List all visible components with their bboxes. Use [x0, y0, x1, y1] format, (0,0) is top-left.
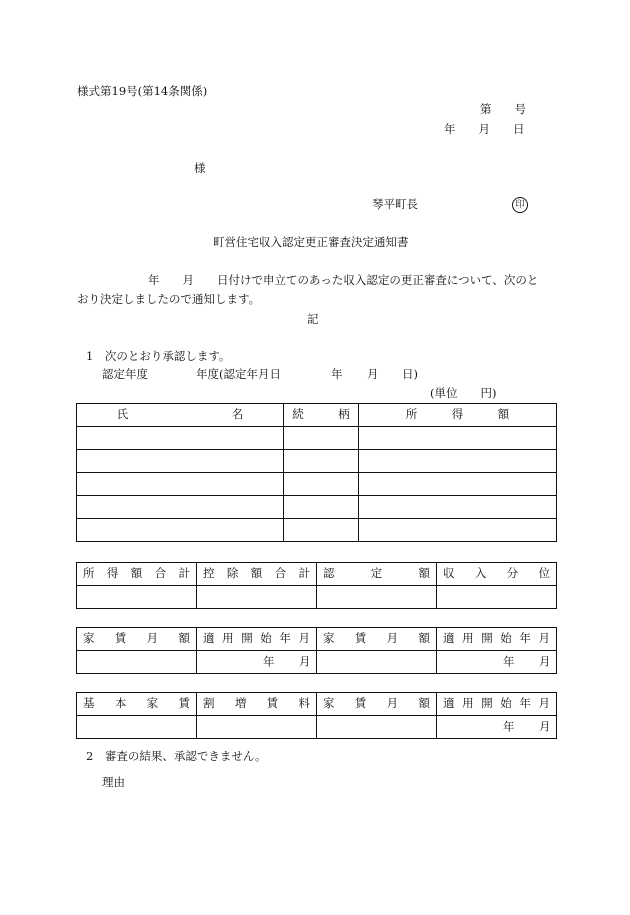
header-char: 位	[538, 566, 550, 581]
header-char: 得	[106, 566, 119, 581]
fiscal-year-suffix: 年度(認定年月日	[196, 367, 281, 381]
income-cell[interactable]	[359, 496, 557, 519]
start-month-cell[interactable]	[197, 651, 317, 674]
document-title: 町営住宅収入認定更正審査決定通知書	[213, 235, 409, 249]
monthly-rent-cell[interactable]	[317, 651, 437, 674]
ki-label: 記	[307, 312, 319, 326]
header-char: 年	[279, 631, 291, 646]
name-cell[interactable]	[77, 473, 284, 496]
header-monthly-rent	[317, 633, 436, 645]
header-cell	[437, 628, 557, 651]
header-char: 適	[203, 631, 215, 646]
base-rent-table	[76, 692, 557, 739]
name-cell[interactable]	[77, 427, 284, 450]
table-row	[77, 427, 557, 450]
rent-table	[76, 627, 557, 674]
header-char: 始	[500, 696, 512, 711]
header-char: 賃	[114, 631, 127, 646]
header-char: 月	[146, 631, 159, 646]
header-char: 所	[83, 566, 95, 581]
approval-date-month: 月	[367, 367, 379, 381]
table-header-row	[77, 693, 557, 716]
header-char: 開	[241, 631, 253, 646]
header-char: 月	[538, 631, 550, 646]
header-char: 額	[130, 566, 143, 581]
header-char: 割	[203, 696, 215, 711]
header-char: 計	[178, 566, 190, 581]
surcharge-cell[interactable]	[197, 716, 317, 739]
header-certified-amount	[317, 568, 436, 580]
issue-date: 年 月 日	[444, 122, 525, 136]
fiscal-year-label: 認定年度	[102, 367, 148, 381]
reason-label: 理由	[102, 775, 125, 789]
relation-cell[interactable]	[284, 519, 359, 542]
header-monthly-rent	[317, 698, 436, 710]
income-cell[interactable]	[359, 427, 557, 450]
header-start-month	[437, 633, 556, 645]
income-cell[interactable]	[359, 450, 557, 473]
start-month-cell[interactable]	[437, 716, 557, 739]
name-cell[interactable]	[77, 496, 284, 519]
approval-date-day: 日)	[402, 367, 418, 381]
header-char: 賃	[354, 696, 367, 711]
relation-cell[interactable]	[284, 427, 359, 450]
header-base-rent	[77, 698, 196, 710]
table-row	[77, 496, 557, 519]
monthly-rent-cell[interactable]	[317, 716, 437, 739]
header-char: 月	[298, 631, 310, 646]
table-header-row	[77, 563, 557, 586]
header-name: 氏 名	[77, 404, 284, 427]
header-char: 家	[83, 631, 95, 646]
total-deduction-cell[interactable]	[197, 586, 317, 609]
table-row	[77, 473, 557, 496]
header-char: 本	[114, 696, 127, 711]
header-cell	[317, 563, 437, 586]
table-row	[77, 651, 557, 674]
header-income: 所 得 額	[359, 404, 557, 427]
header-monthly-rent	[77, 633, 196, 645]
header-char: 合	[154, 566, 167, 581]
header-char: 家	[323, 696, 335, 711]
body-line-2: おり決定しましたので通知します。	[77, 292, 261, 306]
header-char: 始	[260, 631, 272, 646]
header-cell	[317, 693, 437, 716]
header-cell	[437, 693, 557, 716]
header-surcharge	[197, 698, 316, 710]
relation-cell[interactable]	[284, 450, 359, 473]
document-number: 第 号	[480, 102, 526, 116]
header-char: 適	[443, 696, 455, 711]
relation-cell[interactable]	[284, 473, 359, 496]
header-relation: 続 柄	[284, 404, 359, 427]
header-char: 始	[500, 631, 512, 646]
header-char: 額	[418, 696, 430, 711]
income-table	[76, 403, 557, 542]
header-char: 認	[323, 566, 335, 581]
header-start-month	[197, 633, 316, 645]
header-char: 入	[474, 566, 487, 581]
header-cell	[437, 563, 557, 586]
header-cell	[77, 693, 197, 716]
table-row	[77, 716, 557, 739]
income-cell[interactable]	[359, 473, 557, 496]
table-header-row	[77, 404, 557, 427]
header-cell	[197, 693, 317, 716]
header-char: 額	[178, 631, 190, 646]
certified-amount-cell[interactable]	[317, 586, 437, 609]
month-label: 月	[299, 654, 311, 669]
total-income-cell[interactable]	[77, 586, 197, 609]
name-cell[interactable]	[77, 519, 284, 542]
header-char: 用	[462, 696, 474, 711]
header-cell	[197, 563, 317, 586]
header-char: 年	[519, 696, 531, 711]
table-row	[77, 450, 557, 473]
header-cell	[317, 628, 437, 651]
section1-heading: 1 次のとおり承認します。	[86, 349, 231, 363]
header-char: 合	[274, 566, 287, 581]
header-char: 月	[386, 631, 399, 646]
header-char: 家	[146, 696, 159, 711]
header-char: 控	[203, 566, 215, 581]
header-char: 増	[234, 696, 247, 711]
year-label: 年	[503, 719, 515, 734]
header-cell	[77, 563, 197, 586]
header-char: 収	[443, 566, 455, 581]
month-label: 月	[539, 654, 551, 669]
table-row	[77, 519, 557, 542]
start-month-cell[interactable]	[437, 651, 557, 674]
year-label: 年	[503, 654, 515, 669]
base-rent-cell[interactable]	[77, 716, 197, 739]
month-label: 月	[539, 719, 551, 734]
name-cell[interactable]	[77, 450, 284, 473]
year-label: 年	[263, 654, 275, 669]
header-char: 賃	[178, 696, 190, 711]
header-char: 料	[298, 696, 310, 711]
section2-heading: 2 審査の結果、承認できません。	[86, 749, 267, 763]
table-header-row	[77, 628, 557, 651]
header-char: 額	[250, 566, 263, 581]
header-total-deduction	[197, 568, 316, 580]
header-char: 開	[481, 696, 493, 711]
seal-mark: 印	[512, 197, 528, 213]
income-cell[interactable]	[359, 519, 557, 542]
header-char: 額	[418, 631, 430, 646]
header-char: 用	[462, 631, 474, 646]
form-number: 様式第19号(第14条関係)	[77, 84, 208, 98]
header-char: 開	[481, 631, 493, 646]
table-row	[77, 586, 557, 609]
income-bracket-cell[interactable]	[437, 586, 557, 609]
monthly-rent-cell[interactable]	[77, 651, 197, 674]
header-char: 計	[298, 566, 310, 581]
header-char: 賃	[266, 696, 279, 711]
unit-label: (単位 円)	[430, 386, 497, 400]
header-char: 分	[506, 566, 519, 581]
header-char: 除	[226, 566, 239, 581]
header-start-month	[437, 698, 556, 710]
income-total-table	[76, 562, 557, 609]
header-char: 月	[386, 696, 399, 711]
header-char: 賃	[354, 631, 367, 646]
header-char: 家	[323, 631, 335, 646]
header-char: 月	[538, 696, 550, 711]
header-char: 額	[418, 566, 430, 581]
body-line-1: 年 月 日付けで申立てのあった収入認定の更正審査について、次のと	[148, 273, 539, 287]
addressee-suffix: 様	[194, 161, 206, 175]
header-char: 定	[370, 566, 383, 581]
approval-date-year: 年	[331, 367, 343, 381]
header-char: 基	[83, 696, 95, 711]
header-char: 用	[222, 631, 234, 646]
issuer-name: 琴平町長	[372, 197, 418, 211]
header-cell	[197, 628, 317, 651]
header-cell	[77, 628, 197, 651]
relation-cell[interactable]	[284, 496, 359, 519]
header-total-income	[77, 568, 196, 580]
header-char: 年	[519, 631, 531, 646]
header-income-bracket	[437, 568, 556, 580]
header-char: 適	[443, 631, 455, 646]
